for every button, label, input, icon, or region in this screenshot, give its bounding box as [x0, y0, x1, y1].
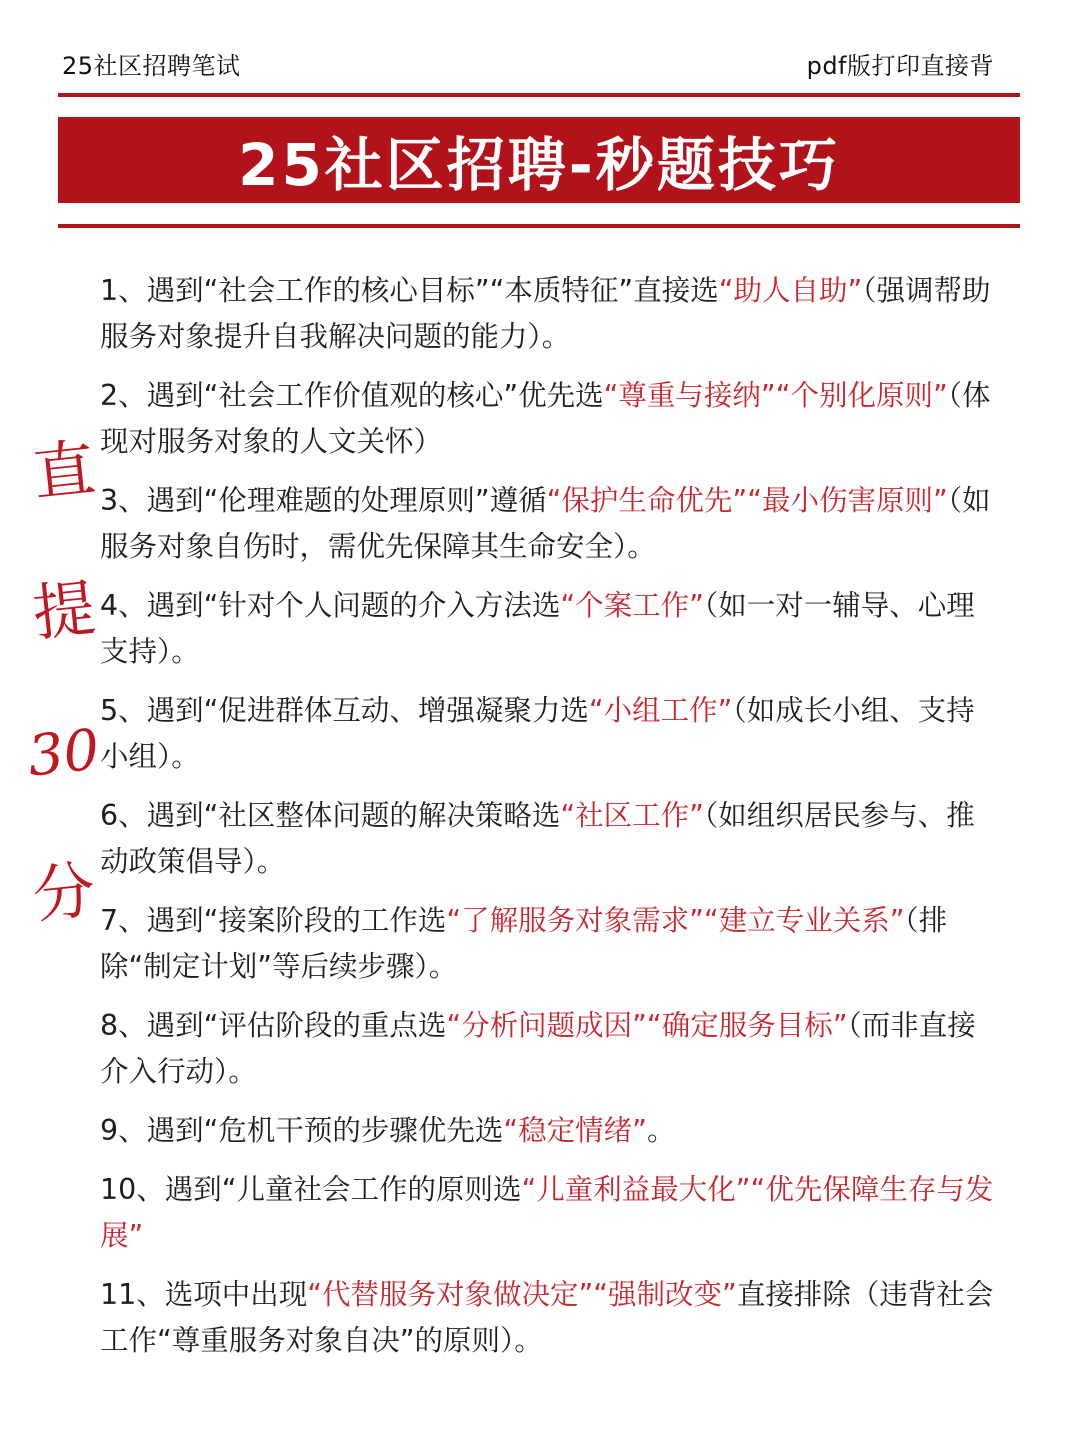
tip-item [100, 688, 1000, 780]
page-title: 25社区招聘-秒题技巧 [238, 131, 840, 199]
title-banner [58, 117, 1020, 203]
tip-text: （排除“制定计划”等后续步骤）。 [100, 904, 948, 983]
tip-item [100, 1003, 1000, 1095]
tip-text: （如一对一辅导、心理支持）。 [100, 589, 975, 668]
tip-highlight: “保护生命优先”“最小伤害原则” [546, 484, 948, 517]
tip-item [100, 373, 1000, 465]
tip-text: 6、遇到“社区整体问题的解决策略选 [100, 799, 561, 832]
header-left-label: 25社区招聘笔试 [62, 52, 241, 80]
tip-highlight: “个案工作” [560, 589, 704, 622]
tip-text: （体现对服务对象的人文关怀） [100, 379, 991, 458]
tip-text: 7、遇到“接案阶段的工作选 [100, 904, 447, 937]
tip-text: 3、遇到“伦理难题的处理原则”遵循 [100, 484, 547, 517]
tip-text: 直接排除（违背社会工作“尊重服务对象自决”的原则）。 [100, 1278, 994, 1357]
tip-highlight: “儿童利益最大化”“优先保障生存与发展” [100, 1173, 994, 1252]
tip-highlight: “分析问题成因”“确定服务目标” [446, 1009, 848, 1042]
tip-text: （如服务对象自伤时，需优先保障其生命安全）。 [100, 484, 991, 563]
side-note-char: 直 [29, 430, 99, 511]
bottom-divider [58, 224, 1020, 228]
header-right-label: pdf版打印直接背 [806, 52, 994, 80]
tip-highlight: “稳定情绪” [503, 1114, 647, 1147]
tip-text: （强调帮助服务对象提升自我解决问题的能力）。 [100, 274, 991, 353]
side-note-char: 分 [29, 852, 99, 933]
tip-highlight: “助人自助” [718, 274, 863, 307]
tip-text: 4、遇到“针对个人问题的介入方法选 [100, 589, 561, 622]
tip-text: （而非直接介入行动）。 [100, 1009, 976, 1088]
tip-highlight: “尊重与接纳”“个别化原则” [603, 379, 948, 412]
tip-text: 10、遇到“儿童社会工作的原则选 [100, 1173, 522, 1206]
tip-item [100, 1167, 1000, 1259]
tip-item [100, 898, 1000, 990]
side-note-char: 30 [25, 717, 103, 790]
tip-text: （如成长小组、支持小组）。 [100, 694, 975, 773]
tip-item [100, 1108, 1000, 1154]
side-handwritten-note [18, 430, 110, 933]
tip-text: 2、遇到“社会工作价值观的核心”优先选 [100, 379, 604, 412]
tip-item [100, 583, 1000, 675]
top-divider [58, 93, 1020, 97]
tip-item [100, 793, 1000, 885]
tip-highlight: “代替服务对象做决定”“强制改变” [307, 1278, 737, 1311]
tip-text: 8、遇到“评估阶段的重点选 [100, 1009, 447, 1042]
tip-text: 11、选项中出现 [100, 1278, 308, 1311]
tips-list [100, 268, 1000, 1377]
tip-text: 1、遇到“社会工作的核心目标”“本质特征”直接选 [100, 274, 719, 307]
side-note-char: 提 [29, 570, 99, 651]
tip-text: 5、遇到“促进群体互动、增强凝聚力选 [100, 694, 589, 727]
tip-highlight: “小组工作” [588, 694, 733, 727]
tip-highlight: “社区工作” [560, 799, 704, 832]
tip-text: 。 [646, 1114, 676, 1147]
tip-text: 9、遇到“危机干预的步骤优先选 [100, 1114, 504, 1147]
tip-text: （如组织居民参与、推动政策倡导）。 [100, 799, 975, 878]
tip-item [100, 1272, 1000, 1364]
tip-item [100, 268, 1000, 360]
tip-item [100, 478, 1000, 570]
tip-highlight: “了解服务对象需求”“建立专业关系” [446, 904, 905, 937]
